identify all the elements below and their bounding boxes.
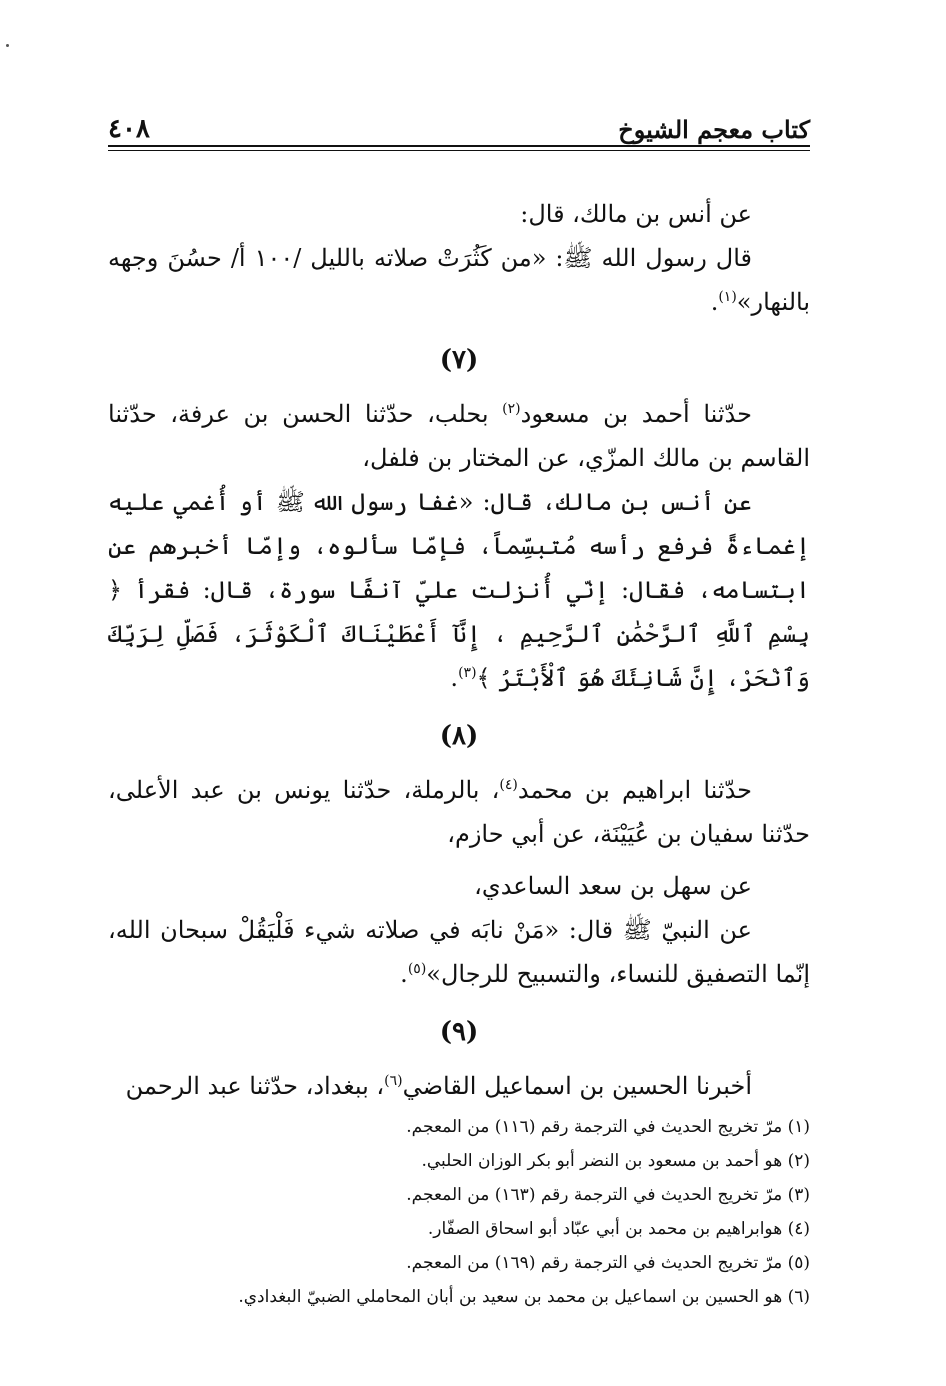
punctuation: . — [710, 288, 719, 316]
footnote: (٥) مرّ تخريج الحديث في الترجمة رقم (١٦٩) من المعجم. — [406, 1253, 810, 1273]
footnote: (٦) هو الحسين بن اسماعيل بن محمد بن سعيد بن أبان المحاملي الضبيّ البغدادي. — [238, 1287, 810, 1307]
text-run: عن النبيّ ﷺ قال: «مَنْ نابَه في صلاته شيء فَلْيَقُلْ سبحان الله، إنّما التصفيق للنساء، والتسبيح للرجال» — [108, 916, 810, 988]
running-header — [108, 110, 810, 144]
paragraph — [108, 768, 810, 856]
paragraph — [108, 1064, 810, 1108]
header-rule-thin — [108, 150, 810, 151]
text-run: حدّثنا أحمد بن مسعود — [520, 400, 752, 428]
footnote: (٤) هوابراهيم بن محمد بن أبي عبّاد أبو اسحاق الصفّار. — [427, 1219, 810, 1239]
paragraph — [108, 392, 810, 480]
hadith-number: (٩) — [439, 1017, 479, 1047]
footnote: (١) مرّ تخريج الحديث في الترجمة رقم (١١٦) من المعجم. — [406, 1117, 810, 1137]
footnote-ref: (٢) — [502, 401, 521, 417]
footnote-ref: (٣) — [458, 665, 477, 681]
footnotes — [108, 1110, 810, 1314]
page-number: ٤٠٨ — [108, 114, 150, 144]
footnote-ref: (٥) — [407, 961, 427, 977]
text-run: حدّثنا ابراهيم بن محمد — [517, 776, 753, 804]
hadith-number: (٨) — [439, 721, 479, 751]
paragraph — [108, 908, 810, 996]
text-run: بحلب، حدّثنا الحسن بن عرفة، حدّثنا القاسم بن مالك المزّي، عن المختار بن فلفل، — [108, 400, 810, 472]
text-run: ، ببغداد، حدّثنا عبد الرحمن — [125, 1072, 385, 1100]
text-run: عن أنس بن مالك، قال: «غفا رسول الله ﷺ أو أُغمي عليه إغماءةً فرفع رأسه مُتبسِّماً، فإمّا سألوه، وإمّا أخبرهم عن ابتسامه، فقال: إنّي أُنزلت عليّ آنفًا سورة، قال: فقرأ ﴿ بِسْمِ ٱللَّهِ ٱلرَّحْمَٰنِ ٱلرَّحِيمِ ، إِنَّآ أَعْطَيْنَاكَ ٱلْكَوْثَرَ، فَصَلِّ لِرَبِّكَ وَٱنْحَرْ، إِنَّ شَانِئَكَ هُوَ ٱلْأَبْتَرُ ﴾ — [108, 488, 810, 692]
footnote-ref: (١) — [718, 289, 737, 305]
punctuation: . — [400, 960, 408, 988]
footnote: (٢) هو أحمد بن مسعود بن النضر أبو بكر الوزان الحلبي. — [421, 1151, 810, 1171]
text-line: قال رسول الله ﷺ: «من كَثُرَتْ صلاته بالليل /١٠٠ أ/ حسُنَ وجهه بالنهار» — [108, 244, 810, 316]
text-run: أخبرنا الحسين بن اسماعيل القاضي — [402, 1072, 752, 1100]
paragraph — [108, 236, 810, 324]
text-run: ، بالرملة، حدّثنا يونس بن عبد الأعلى، حدّثنا سفيان بن عُيَيْنَة، عن أبي حازم، — [108, 776, 810, 848]
scan-speck — [6, 44, 9, 47]
paragraph — [108, 864, 810, 908]
header-rule — [108, 145, 810, 147]
footnote-ref: (٤) — [499, 777, 518, 793]
footnote-ref: (٦) — [384, 1073, 403, 1089]
punctuation: . — [450, 664, 459, 692]
main-text — [108, 192, 810, 1108]
paragraph — [108, 192, 810, 236]
text-line: عن أنس بن مالك، قال: — [520, 200, 752, 228]
text-run: عن سهل بن سعد الساعدي، — [474, 872, 752, 900]
book-title: كتاب معجم الشيوخ — [618, 115, 810, 144]
hadith-number: (٧) — [439, 345, 479, 375]
paragraph — [108, 480, 810, 700]
footnote: (٣) مرّ تخريج الحديث في الترجمة رقم (١٦٣) من المعجم. — [406, 1185, 810, 1205]
